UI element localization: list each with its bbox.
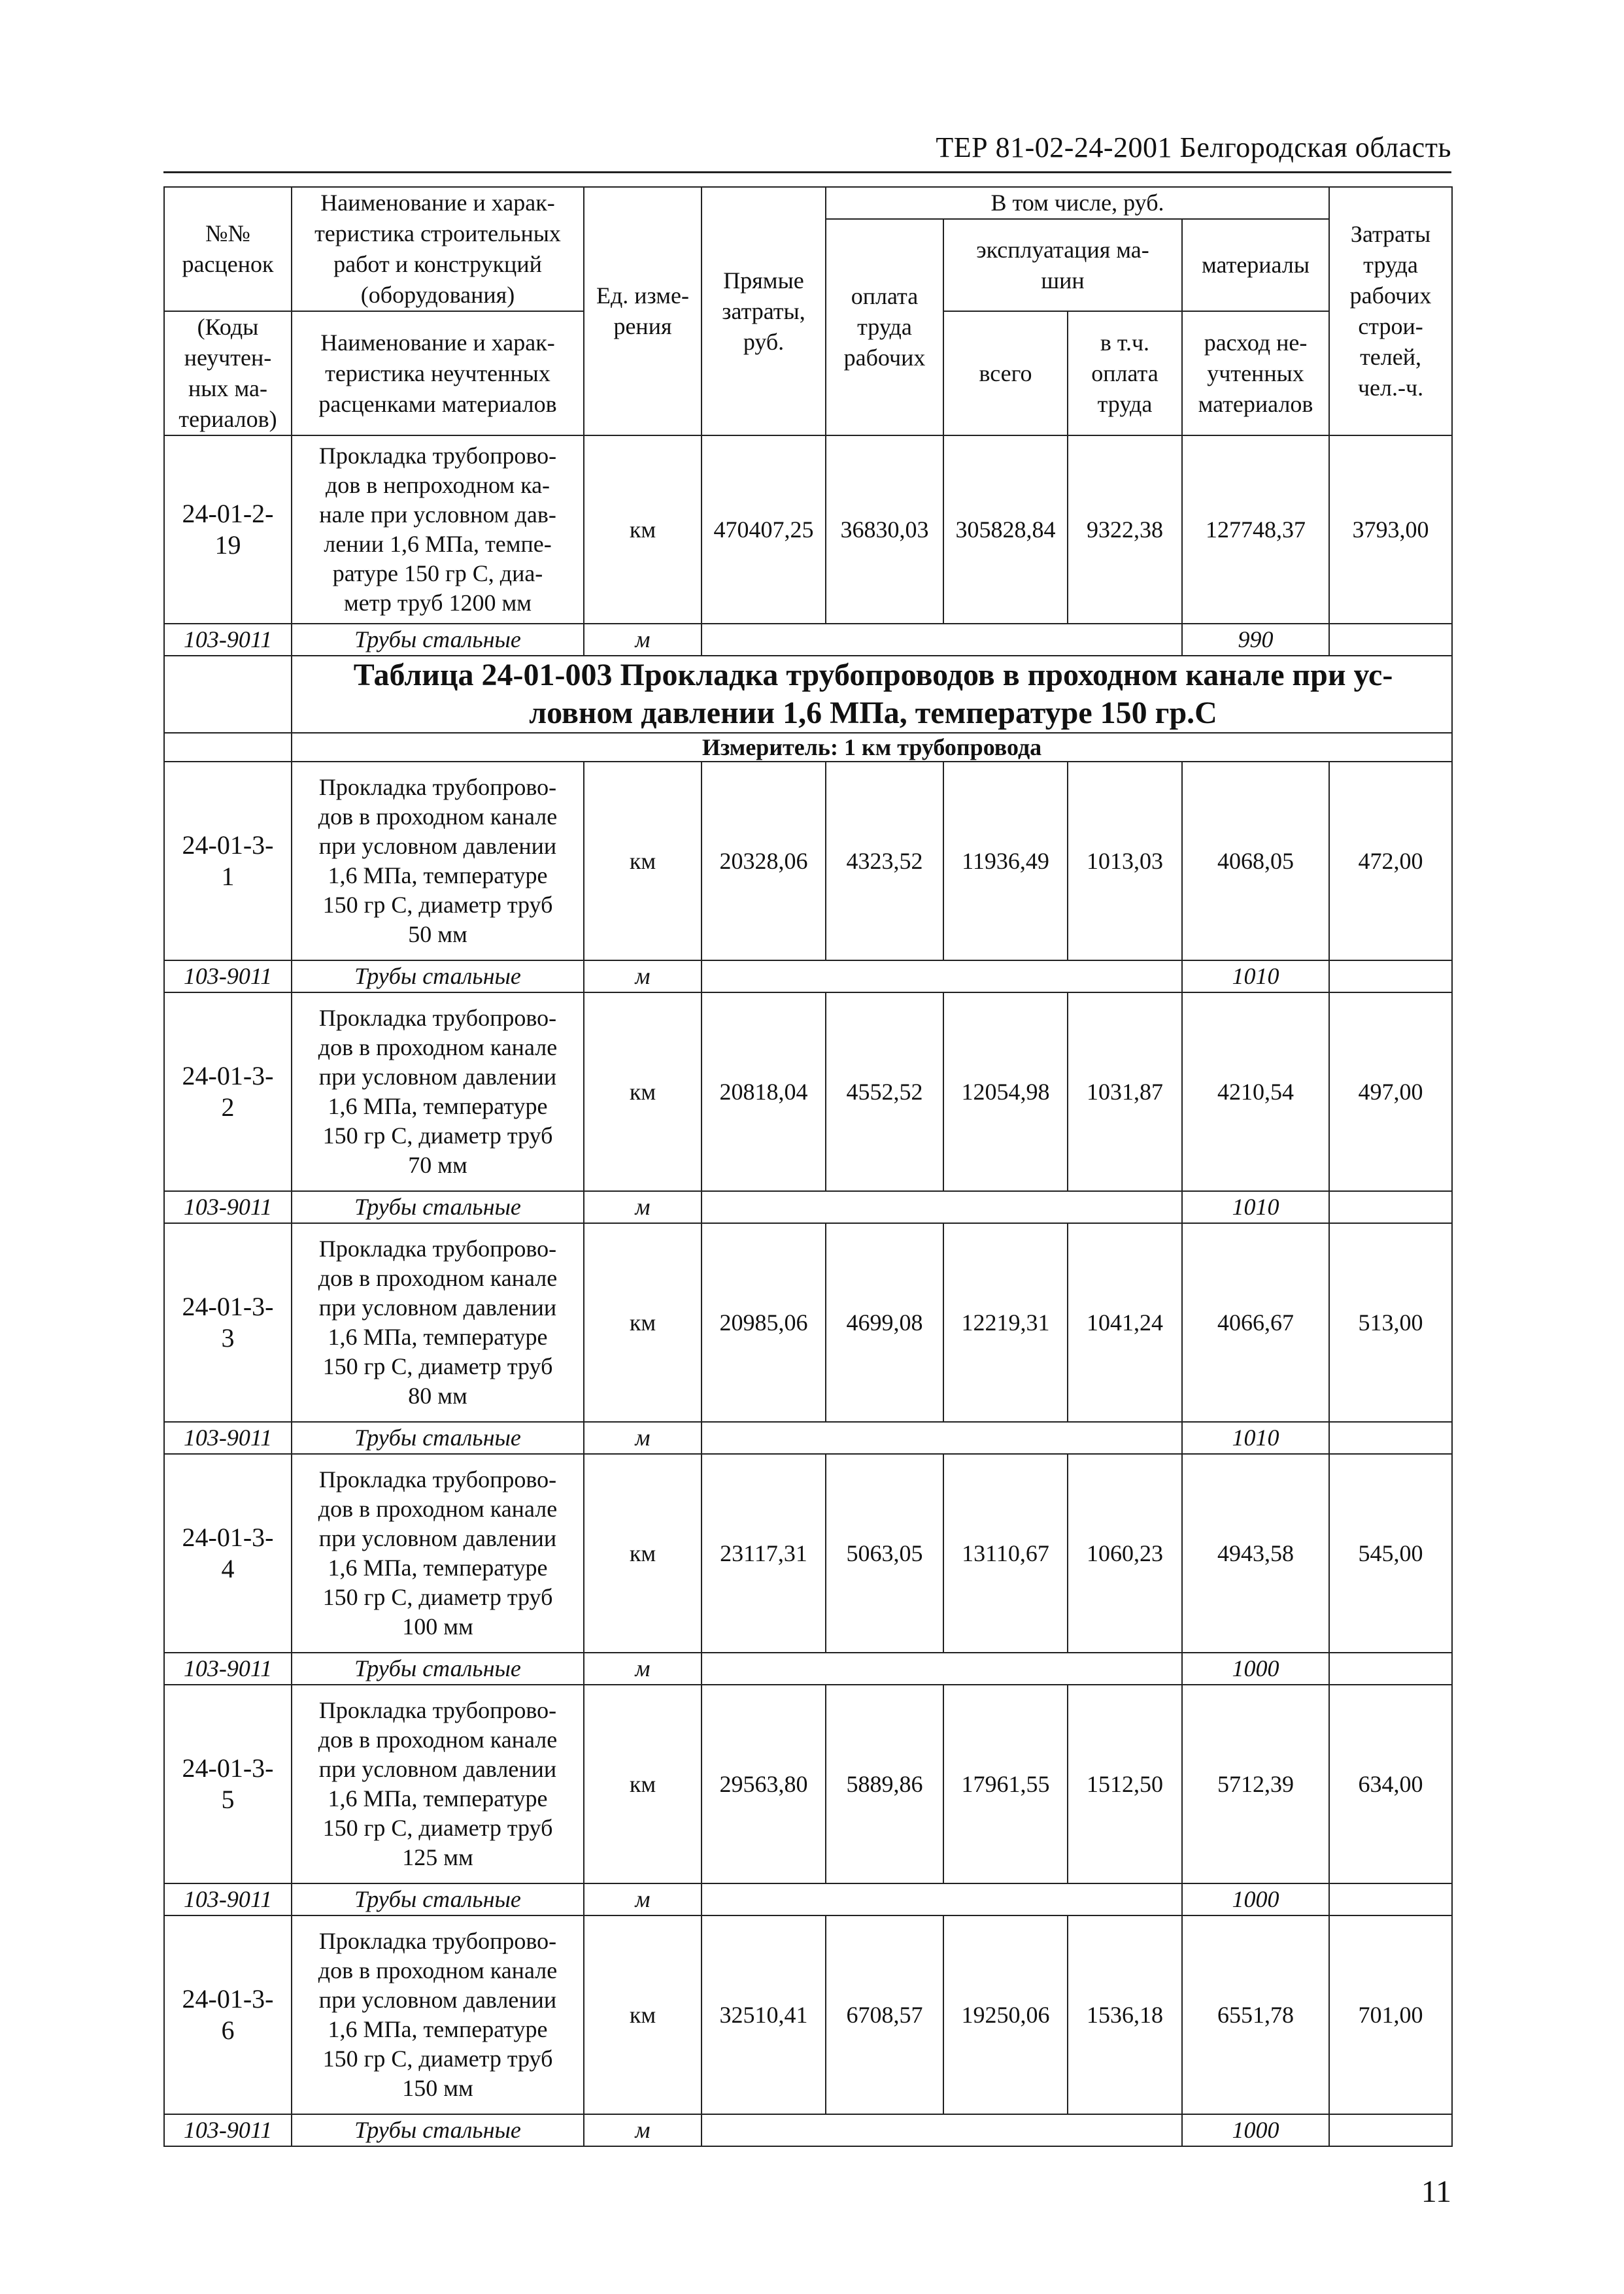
material-unit: м xyxy=(584,1191,702,1223)
material-code: 103-9011 xyxy=(164,1191,292,1223)
rate-machines-total: 12054,98 xyxy=(943,992,1068,1191)
rate-code-line: 1 xyxy=(221,862,235,891)
rate-machines-total: 11936,49 xyxy=(943,762,1068,960)
rate-name-line: Прокладка трубопрово- xyxy=(318,1466,557,1493)
rate-labor-hours: 545,00 xyxy=(1329,1454,1452,1653)
material-name: Трубы стальные xyxy=(292,624,584,656)
rate-name-line: 150 гр С, диаметр труб xyxy=(322,892,553,918)
material-blank-end xyxy=(1329,960,1452,992)
measure-row xyxy=(164,733,1452,762)
rate-materials: 4210,54 xyxy=(1182,992,1329,1191)
rate-unit: км xyxy=(584,762,702,960)
col-code-header xyxy=(164,187,292,311)
material-name: Трубы стальные xyxy=(292,960,584,992)
material-qty: 990 xyxy=(1182,624,1329,656)
rate-code-line: 24-01-3- xyxy=(182,1292,274,1321)
header-line: телей, xyxy=(1360,344,1421,370)
rate-machines-labor: 1060,23 xyxy=(1068,1454,1182,1653)
rate-direct-cost: 20818,04 xyxy=(702,992,826,1191)
header-line: Наименование и харак- xyxy=(320,329,555,356)
rate-name-line: метр труб 1200 мм xyxy=(343,590,532,616)
header-line: материалов xyxy=(1198,390,1313,417)
rate-machines-total: 17961,55 xyxy=(943,1685,1068,1883)
header-line: эксплуатация ма- xyxy=(976,236,1149,263)
rate-name xyxy=(292,992,584,1191)
material-blank-end xyxy=(1329,1191,1452,1223)
rate-name-line: дов в проходном канале xyxy=(318,1727,558,1753)
material-blank xyxy=(702,2114,1182,2146)
rate-code-line: 6 xyxy=(221,2016,235,2045)
header-row-1 xyxy=(164,187,1452,219)
rate-name xyxy=(292,1915,584,2114)
rate-code xyxy=(164,435,292,624)
rate-machines-total: 12219,31 xyxy=(943,1223,1068,1422)
header-line: труда xyxy=(1363,252,1418,278)
material-blank-end xyxy=(1329,1422,1452,1454)
header-line: рабочих xyxy=(1349,282,1432,309)
header-line: учтенных xyxy=(1207,360,1304,386)
page-number: 11 xyxy=(1421,2174,1451,2209)
material-row xyxy=(164,624,1452,656)
header-line: неучтен- xyxy=(184,345,272,371)
rate-name-line: 150 мм xyxy=(402,2075,473,2101)
section-title-blank xyxy=(164,656,292,733)
rate-unit: км xyxy=(584,992,702,1191)
rate-name-line: при условном давлении xyxy=(318,1525,557,1551)
rate-name xyxy=(292,435,584,624)
rate-row xyxy=(164,1915,1452,2114)
rate-row xyxy=(164,992,1452,1191)
rate-labor-pay: 4323,52 xyxy=(826,762,943,960)
rate-code xyxy=(164,1223,292,1422)
rate-direct-cost: 20328,06 xyxy=(702,762,826,960)
header-line: рабочих xyxy=(843,345,926,371)
rate-materials: 5712,39 xyxy=(1182,1685,1329,1883)
rate-labor-pay: 5889,86 xyxy=(826,1685,943,1883)
rate-direct-cost: 29563,80 xyxy=(702,1685,826,1883)
header-line: затраты, xyxy=(722,297,805,324)
rate-name xyxy=(292,1454,584,1653)
rate-name-line: лении 1,6 МПа, темпе- xyxy=(324,531,552,557)
rate-name-line: дов в проходном канале xyxy=(318,1034,558,1060)
rate-materials: 6551,78 xyxy=(1182,1915,1329,2114)
rate-machines-labor: 1512,50 xyxy=(1068,1685,1182,1883)
rate-materials: 127748,37 xyxy=(1182,435,1329,624)
rate-machines-labor: 1031,87 xyxy=(1068,992,1182,1191)
rate-labor-pay: 4552,52 xyxy=(826,992,943,1191)
rate-name-line: 1,6 МПа, температуре xyxy=(328,1324,548,1350)
rate-machines-labor: 9322,38 xyxy=(1068,435,1182,624)
rate-name-line: при условном давлении xyxy=(318,1987,557,2013)
material-name: Трубы стальные xyxy=(292,2114,584,2146)
header-line: теристика строительных xyxy=(314,220,561,246)
measure-text: Измеритель: 1 км трубопровода xyxy=(292,733,1452,762)
rate-code-line: 19 xyxy=(214,530,241,560)
header-rule xyxy=(163,171,1451,173)
material-qty: 1000 xyxy=(1182,1653,1329,1685)
rate-name-line: дов в проходном канале xyxy=(318,1265,558,1291)
rate-name-line: Прокладка трубопрово- xyxy=(318,443,557,469)
rate-name-line: 150 гр С, диаметр труб xyxy=(322,1584,553,1610)
header-line: Прямые xyxy=(723,267,804,294)
header-line: расценок xyxy=(182,251,274,277)
material-unit: м xyxy=(584,2114,702,2146)
header-line: ных ма- xyxy=(188,375,267,401)
rate-name-line: 1,6 МПа, температуре xyxy=(328,1093,548,1119)
section-title xyxy=(292,656,1452,733)
material-blank-end xyxy=(1329,624,1452,656)
header-line: шин xyxy=(1041,267,1085,294)
material-blank-end xyxy=(1329,1883,1452,1915)
material-row xyxy=(164,960,1452,992)
col-name-lower-header xyxy=(292,311,584,435)
rate-name-line: 1,6 МПа, температуре xyxy=(328,862,548,888)
rate-unit: км xyxy=(584,435,702,624)
rate-name-line: при условном давлении xyxy=(318,833,557,859)
rate-code-line: 3 xyxy=(221,1323,235,1353)
header-line: расценками материалов xyxy=(318,390,557,417)
material-blank-end xyxy=(1329,2114,1452,2146)
col-unit-header xyxy=(584,187,702,435)
rate-machines-labor: 1536,18 xyxy=(1068,1915,1182,2114)
header-line: оплата xyxy=(1091,360,1159,386)
rate-row xyxy=(164,762,1452,960)
material-blank xyxy=(702,960,1182,992)
material-unit: м xyxy=(584,624,702,656)
header-line: работ и конструкций xyxy=(333,251,542,277)
rate-name-line: 80 мм xyxy=(408,1383,467,1409)
rate-code-line: 24-01-3- xyxy=(182,1523,274,1552)
header-line: в т.ч. xyxy=(1100,329,1150,356)
rate-code-line: 5 xyxy=(221,1785,235,1814)
rate-name-line: 70 мм xyxy=(408,1152,467,1178)
rate-name-line: Прокладка трубопрово- xyxy=(318,1236,557,1262)
rate-name-line: при условном давлении xyxy=(318,1756,557,1782)
rate-name-line: ратуре 150 гр С, диа- xyxy=(332,560,543,586)
rate-direct-cost: 470407,25 xyxy=(702,435,826,624)
rate-code-line: 24-01-3- xyxy=(182,830,274,860)
rate-code-line: 2 xyxy=(221,1092,235,1122)
rate-code xyxy=(164,762,292,960)
rate-name-line: 150 гр С, диаметр труб xyxy=(322,1122,553,1149)
rates-table xyxy=(163,186,1453,2147)
header-line: (оборудования) xyxy=(360,282,515,308)
material-code: 103-9011 xyxy=(164,1883,292,1915)
rate-name-line: 1,6 МПа, температуре xyxy=(328,2016,548,2042)
material-name: Трубы стальные xyxy=(292,1653,584,1685)
col-name-header xyxy=(292,187,584,311)
col-labor-pay-header xyxy=(826,219,943,435)
rate-name-line: при условном давлении xyxy=(318,1294,557,1321)
rate-name-line: дов в проходном канале xyxy=(318,1496,558,1522)
rate-name-line: 50 мм xyxy=(408,921,467,947)
rate-labor-hours: 472,00 xyxy=(1329,762,1452,960)
rate-code-line: 4 xyxy=(221,1554,235,1583)
rate-materials: 4066,67 xyxy=(1182,1223,1329,1422)
rate-machines-labor: 1013,03 xyxy=(1068,762,1182,960)
rate-labor-hours: 497,00 xyxy=(1329,992,1452,1191)
rate-direct-cost: 23117,31 xyxy=(702,1454,826,1653)
header-line: Наименование и харак- xyxy=(320,190,555,216)
rate-code-line: 24-01-3- xyxy=(182,1753,274,1783)
material-row xyxy=(164,1191,1452,1223)
rate-labor-hours: 513,00 xyxy=(1329,1223,1452,1422)
rate-name-line: 100 мм xyxy=(402,1613,473,1640)
rate-name-line: при условном давлении xyxy=(318,1064,557,1090)
col-materials-header: материалы xyxy=(1182,219,1329,311)
material-qty: 1010 xyxy=(1182,960,1329,992)
rate-unit: км xyxy=(584,1915,702,2114)
material-row xyxy=(164,2114,1452,2146)
col-labor-hours-header xyxy=(1329,187,1452,435)
rate-name xyxy=(292,1223,584,1422)
material-unit: м xyxy=(584,960,702,992)
rate-name-line: нале при условном дав- xyxy=(319,501,556,528)
material-qty: 1000 xyxy=(1182,1883,1329,1915)
section-title-line: Таблица 24-01-003 Прокладка трубопроводов в проходном канале при ус- xyxy=(353,658,1393,692)
header-line: (Коды xyxy=(197,314,259,340)
rate-name-line: 1,6 МПа, температуре xyxy=(328,1785,548,1812)
rate-name-line: дов в проходном канале xyxy=(318,1957,558,1983)
header-line: Ед. изме- xyxy=(596,282,690,309)
col-code-lower-header xyxy=(164,311,292,435)
rate-name-line: дов в проходном канале xyxy=(318,803,558,830)
rate-labor-hours: 634,00 xyxy=(1329,1685,1452,1883)
rate-unit: км xyxy=(584,1685,702,1883)
material-qty: 1000 xyxy=(1182,2114,1329,2146)
rate-code xyxy=(164,992,292,1191)
rate-row xyxy=(164,1454,1452,1653)
rate-unit: км xyxy=(584,1223,702,1422)
material-name: Трубы стальные xyxy=(292,1883,584,1915)
material-name: Трубы стальные xyxy=(292,1422,584,1454)
rate-machines-total: 305828,84 xyxy=(943,435,1068,624)
rate-labor-pay: 6708,57 xyxy=(826,1915,943,2114)
rate-machines-total: 13110,67 xyxy=(943,1454,1068,1653)
material-blank-end xyxy=(1329,1653,1452,1685)
rate-name-line: Прокладка трубопрово- xyxy=(318,1005,557,1031)
rate-name xyxy=(292,762,584,960)
material-name: Трубы стальные xyxy=(292,1191,584,1223)
col-materials-extra-header xyxy=(1182,311,1329,435)
header-line: териалов) xyxy=(178,406,277,432)
material-unit: м xyxy=(584,1653,702,1685)
rate-name-line: 150 гр С, диаметр труб xyxy=(322,1815,553,1841)
section-title-line: ловном давлении 1,6 МПа, температуре 150 гр.С xyxy=(529,696,1217,730)
header-line: Затраты xyxy=(1350,221,1431,247)
material-code: 103-9011 xyxy=(164,1653,292,1685)
rate-code-line: 24-01-3- xyxy=(182,1984,274,2014)
header-line: труда xyxy=(857,314,912,340)
header-line: рения xyxy=(613,313,672,339)
rate-code xyxy=(164,1454,292,1653)
col-machines-labor-header xyxy=(1068,311,1182,435)
rate-name-line: 150 гр С, диаметр труб xyxy=(322,2046,553,2072)
material-code: 103-9011 xyxy=(164,624,292,656)
rate-name-line: 150 гр С, диаметр труб xyxy=(322,1353,553,1379)
rate-labor-pay: 36830,03 xyxy=(826,435,943,624)
header-line: чел.-ч. xyxy=(1357,375,1424,401)
rate-labor-pay: 4699,08 xyxy=(826,1223,943,1422)
measure-blank xyxy=(164,733,292,762)
rate-name-line: Прокладка трубопрово- xyxy=(318,1697,557,1723)
header-line: №№ xyxy=(205,220,250,246)
document-header-title: ТЕР 81-02-24-2001 Белгородская область xyxy=(936,131,1451,163)
rate-row xyxy=(164,1685,1452,1883)
header-line: теристика неучтенных xyxy=(325,360,550,386)
rate-machines-total: 19250,06 xyxy=(943,1915,1068,2114)
rate-row xyxy=(164,435,1452,624)
rate-machines-labor: 1041,24 xyxy=(1068,1223,1182,1422)
rate-name-line: 125 мм xyxy=(402,1844,473,1870)
col-machines-total-header: всего xyxy=(943,311,1068,435)
rate-name-line: дов в непроходном ка- xyxy=(325,472,550,498)
col-machines-header xyxy=(943,219,1182,311)
rate-labor-hours: 3793,00 xyxy=(1329,435,1452,624)
material-blank xyxy=(702,1653,1182,1685)
material-code: 103-9011 xyxy=(164,960,292,992)
rate-code xyxy=(164,1685,292,1883)
header-line: расход не- xyxy=(1204,329,1308,356)
rate-name-line: 1,6 МПа, температуре xyxy=(328,1555,548,1581)
rate-unit: км xyxy=(584,1454,702,1653)
rate-code-line: 24-01-3- xyxy=(182,1061,274,1090)
rate-name-line: Прокладка трубопрово- xyxy=(318,774,557,800)
rate-materials: 4943,58 xyxy=(1182,1454,1329,1653)
rate-name xyxy=(292,1685,584,1883)
rate-direct-cost: 32510,41 xyxy=(702,1915,826,2114)
material-blank xyxy=(702,624,1182,656)
col-incl-header: В том числе, руб. xyxy=(826,187,1329,219)
material-blank xyxy=(702,1422,1182,1454)
header-line: оплата xyxy=(851,283,919,309)
rate-direct-cost: 20985,06 xyxy=(702,1223,826,1422)
rate-name-line: Прокладка трубопрово- xyxy=(318,1928,557,1954)
rate-code xyxy=(164,1915,292,2114)
material-row xyxy=(164,1883,1452,1915)
header-line: труда xyxy=(1097,390,1153,417)
material-qty: 1010 xyxy=(1182,1191,1329,1223)
col-direct-header xyxy=(702,187,826,435)
rate-code-line: 24-01-2- xyxy=(182,499,274,528)
material-blank xyxy=(702,1191,1182,1223)
material-code: 103-9011 xyxy=(164,1422,292,1454)
material-unit: м xyxy=(584,1422,702,1454)
material-row xyxy=(164,1653,1452,1685)
header-line: руб. xyxy=(743,328,785,355)
header-line: строи- xyxy=(1358,313,1423,339)
material-blank xyxy=(702,1883,1182,1915)
material-unit: м xyxy=(584,1883,702,1915)
rate-row xyxy=(164,1223,1452,1422)
rate-labor-hours: 701,00 xyxy=(1329,1915,1452,2114)
material-row xyxy=(164,1422,1452,1454)
rate-labor-pay: 5063,05 xyxy=(826,1454,943,1653)
rate-materials: 4068,05 xyxy=(1182,762,1329,960)
material-code: 103-9011 xyxy=(164,2114,292,2146)
material-qty: 1010 xyxy=(1182,1422,1329,1454)
section-title-row xyxy=(164,656,1452,733)
